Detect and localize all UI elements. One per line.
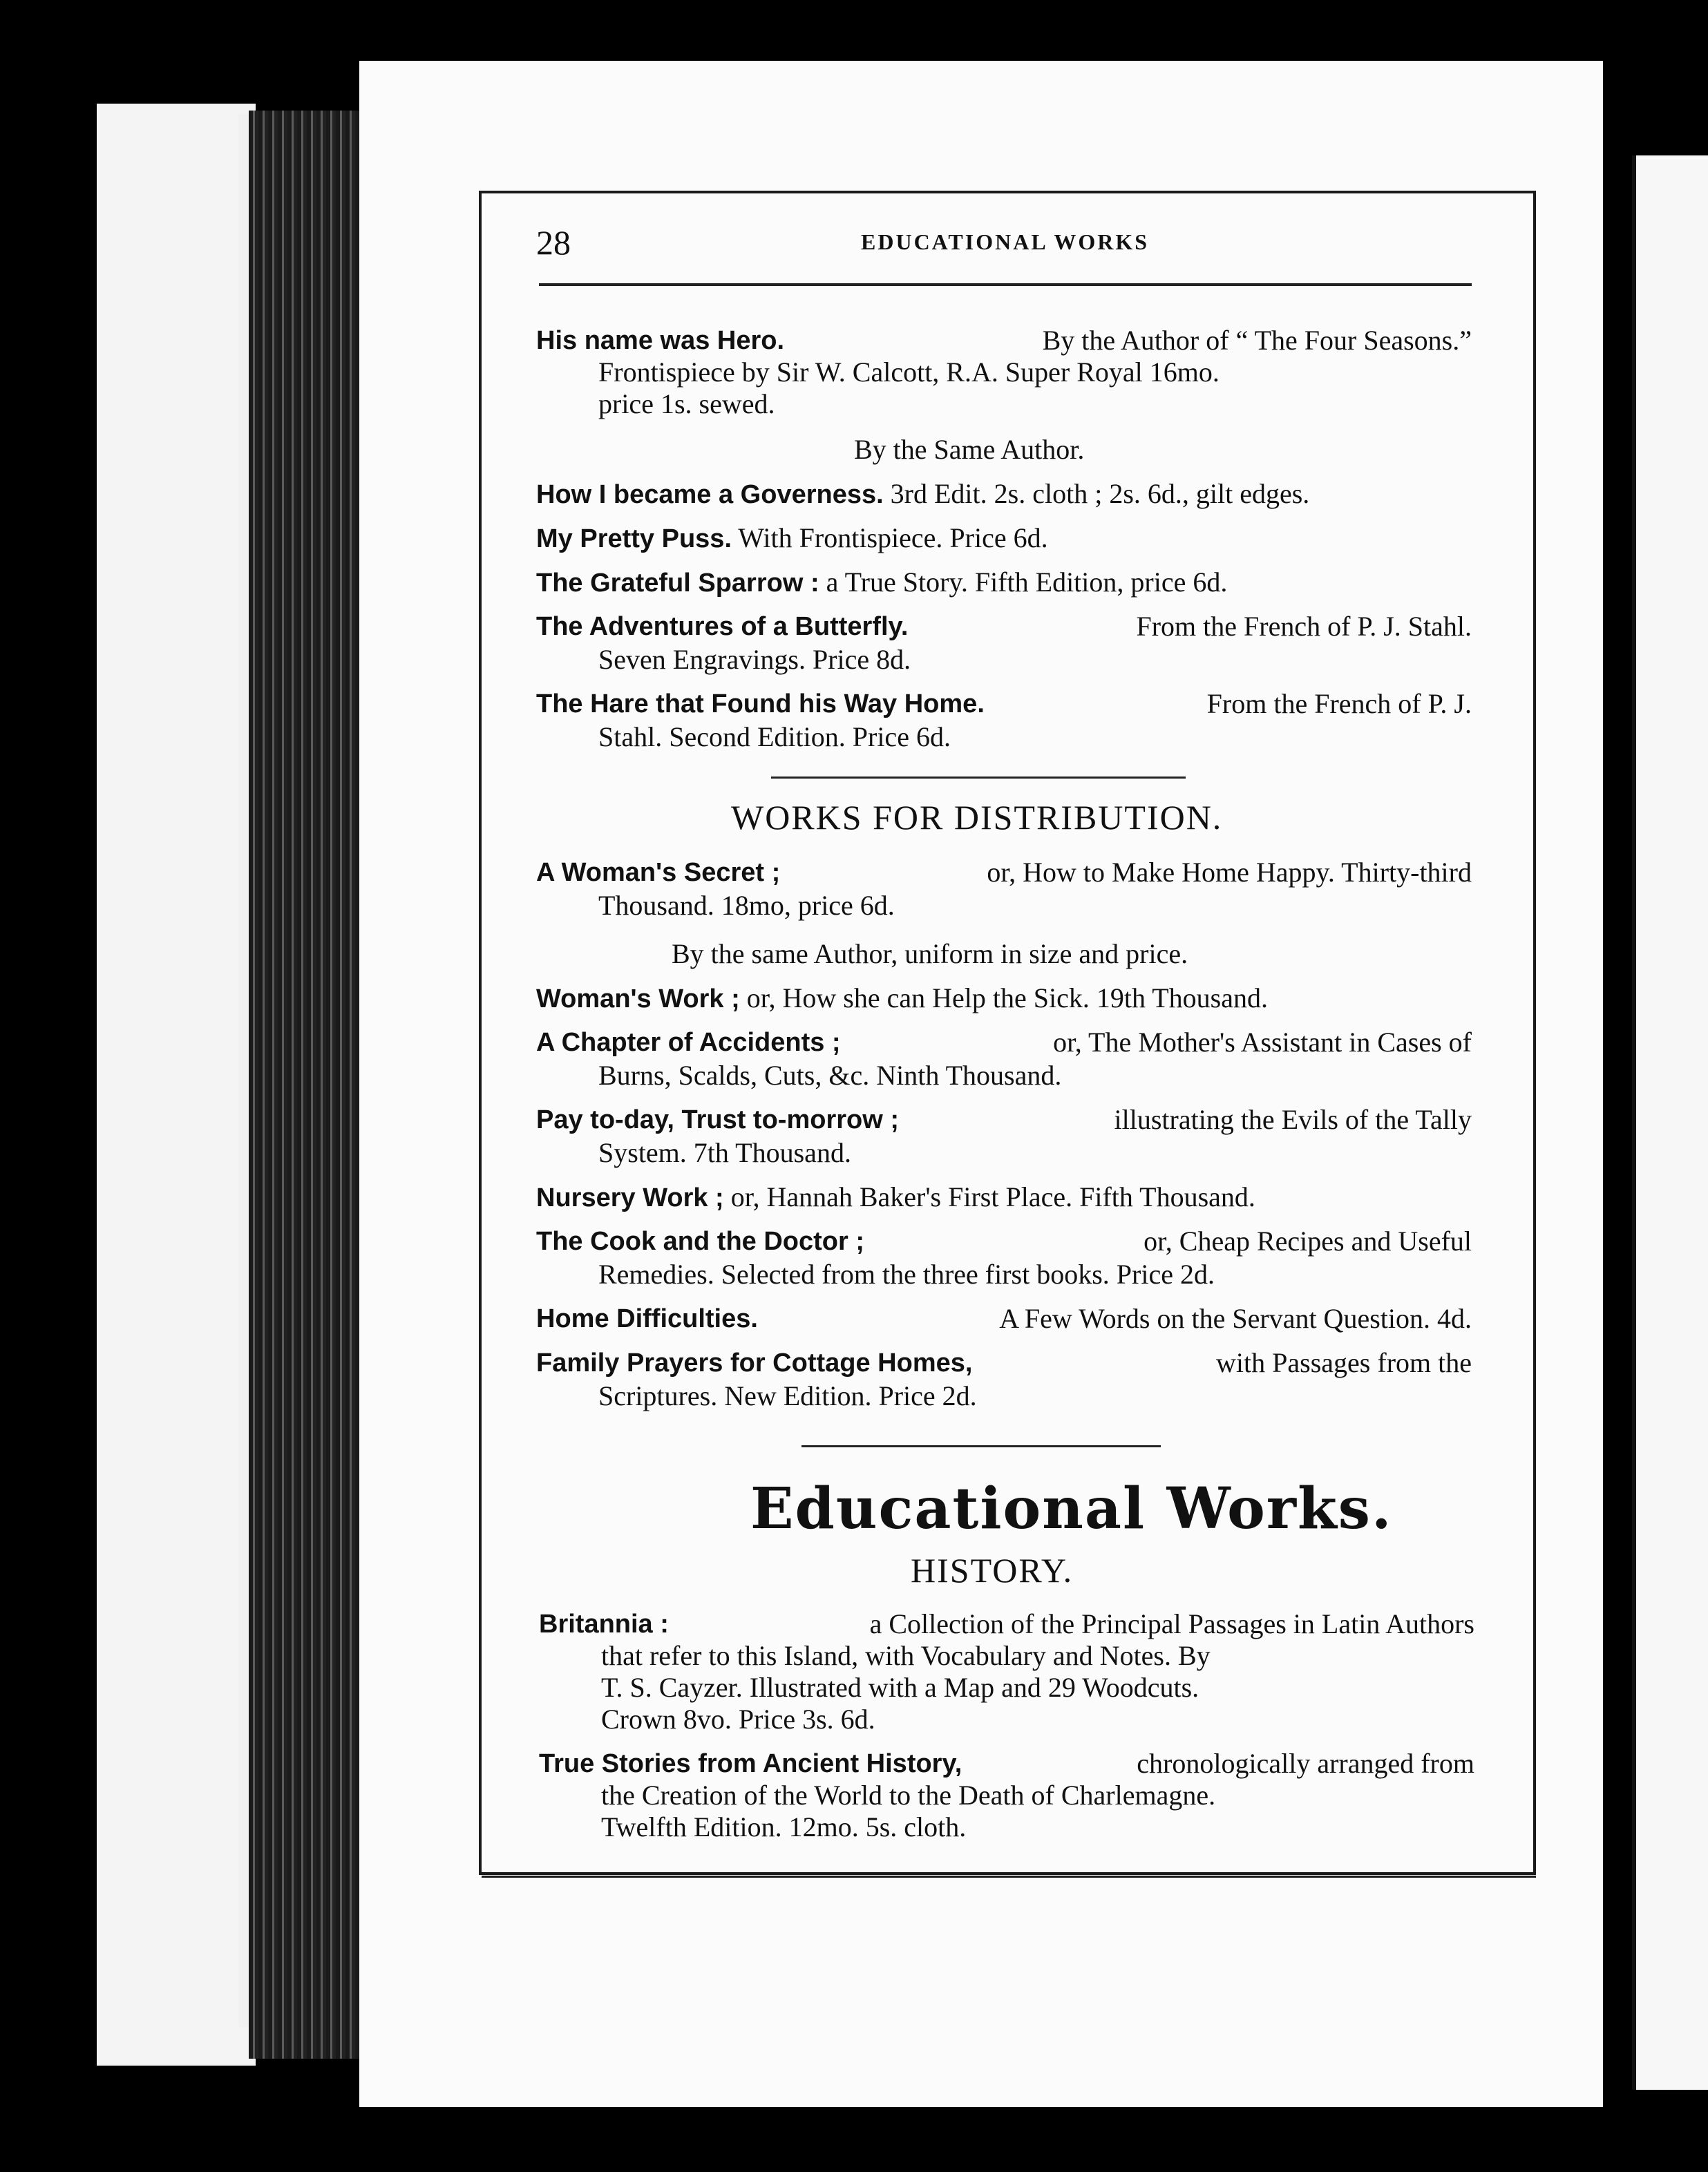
entry-text: From the French of P. J. xyxy=(1206,688,1472,719)
entry-continuation: that refer to this Island, with Vocabulary and Notes. By xyxy=(601,1640,1211,1671)
list-item xyxy=(536,982,1268,1015)
entry-text: With Frontispiece. Price 6d. xyxy=(738,522,1048,553)
entry-text: illustrating the Evils of the Tally xyxy=(1114,1104,1472,1135)
page-number: 28 xyxy=(536,223,571,262)
entry-continuation: T. S. Cayzer. Illustrated with a Map and 29 Woodcuts. xyxy=(601,1672,1199,1703)
entry-text: A Few Words on the Servant Question. 4d. xyxy=(999,1303,1472,1334)
entry-text: a True Story. Fifth Edition, price 6d. xyxy=(826,566,1228,598)
entry-title: Home Difficulties. xyxy=(536,1304,758,1333)
entry-text: or, Cheap Recipes and Useful xyxy=(1144,1226,1472,1257)
entry-title: The Hare that Found his Way Home. xyxy=(536,689,985,718)
entry-title: How I became a Governess. xyxy=(536,480,884,509)
entry-title: A Chapter of Accidents ; xyxy=(536,1028,841,1057)
entry-continuation: the Creation of the World to the Death of Charlemagne. xyxy=(601,1780,1216,1811)
section-rule xyxy=(801,1445,1161,1447)
entry-title: My Pretty Puss. xyxy=(536,524,732,553)
list-item xyxy=(536,566,1227,599)
entry-continuation: Frontispiece by Sir W. Calcott, R.A. Super Royal 16mo. xyxy=(598,356,1220,388)
entry-text: or, The Mother's Assistant in Cases of xyxy=(1053,1027,1472,1058)
facing-page-edge xyxy=(1632,155,1708,2090)
list-item xyxy=(536,478,1309,511)
entry-text: or, How she can Help the Sick. 19th Thousand. xyxy=(746,982,1268,1013)
entry-title: Family Prayers for Cottage Homes, xyxy=(536,1349,973,1378)
page-edges xyxy=(249,111,366,2059)
entry-text: a Collection of the Principal Passages in Latin Authors xyxy=(869,1608,1474,1639)
header-rule xyxy=(539,283,1472,286)
list-item xyxy=(536,688,1472,720)
entry-continuation: Thousand. 18mo, price 6d. xyxy=(598,890,895,921)
entry-title: Nursery Work ; xyxy=(536,1183,724,1212)
list-item xyxy=(536,611,1472,642)
entry-text: or, How to Make Home Happy. Thirty-third xyxy=(987,857,1472,888)
entry-continuation: Burns, Scalds, Cuts, &c. Ninth Thousand. xyxy=(598,1060,1062,1091)
list-item xyxy=(539,1748,1474,1780)
section-heading: WORKS FOR DISTRIBUTION. xyxy=(731,798,1223,837)
book-left-margin xyxy=(97,104,256,2066)
list-item xyxy=(536,1303,1472,1335)
list-item xyxy=(536,1181,1255,1214)
entry-title: The Adventures of a Butterfly. xyxy=(536,612,909,641)
list-item xyxy=(536,1347,1472,1379)
entry-continuation: Crown 8vo. Price 3s. 6d. xyxy=(601,1704,875,1735)
entry-title: Woman's Work ; xyxy=(536,984,740,1013)
entry-continuation: Scriptures. New Edition. Price 2d. xyxy=(598,1380,977,1411)
list-item xyxy=(536,325,1472,356)
subheading: HISTORY. xyxy=(911,1551,1074,1590)
entry-text: chronologically arranged from xyxy=(1137,1748,1474,1779)
entry-title: The Cook and the Doctor ; xyxy=(536,1227,864,1256)
entry-text: By the Author of “ The Four Seasons.” xyxy=(1042,325,1472,356)
section-note: By the Same Author. xyxy=(854,434,1085,465)
running-head: EDUCATIONAL WORKS xyxy=(861,229,1149,254)
entry-text: or, Hannah Baker's First Place. Fifth Thousand. xyxy=(730,1181,1255,1212)
entry-continuation: Seven Engravings. Price 8d. xyxy=(598,644,911,675)
list-item xyxy=(536,1027,1472,1058)
list-item xyxy=(536,1226,1472,1257)
entry-title: Pay to-day, Trust to-morrow ; xyxy=(536,1105,900,1134)
list-item xyxy=(536,857,1472,888)
entry-title: True Stories from Ancient History, xyxy=(539,1749,962,1778)
entry-title: His name was Hero. xyxy=(536,326,785,355)
section-note: By the same Author, uniform in size and price. xyxy=(672,938,1188,969)
section-rule xyxy=(771,777,1186,779)
blackletter-heading: Educational Works. xyxy=(750,1476,1393,1542)
entry-continuation: Stahl. Second Edition. Price 6d. xyxy=(598,721,951,752)
entry-title: The Grateful Sparrow : xyxy=(536,569,819,598)
entry-title: A Woman's Secret ; xyxy=(536,858,781,887)
list-item xyxy=(536,522,1048,555)
entry-continuation: price 1s. sewed. xyxy=(598,388,775,419)
entry-text: From the French of P. J. Stahl. xyxy=(1136,611,1472,642)
entry-continuation: System. 7th Thousand. xyxy=(598,1137,851,1168)
entry-text: with Passages from the xyxy=(1216,1347,1472,1378)
list-item xyxy=(539,1608,1474,1640)
list-item xyxy=(536,1104,1472,1136)
entry-text: 3rd Edit. 2s. cloth ; 2s. 6d., gilt edges. xyxy=(890,478,1310,509)
entry-title: Britannia : xyxy=(539,1610,669,1639)
entry-continuation: Twelfth Edition. 12mo. 5s. cloth. xyxy=(601,1811,967,1842)
entry-continuation: Remedies. Selected from the three first books. Price 2d. xyxy=(598,1259,1215,1290)
